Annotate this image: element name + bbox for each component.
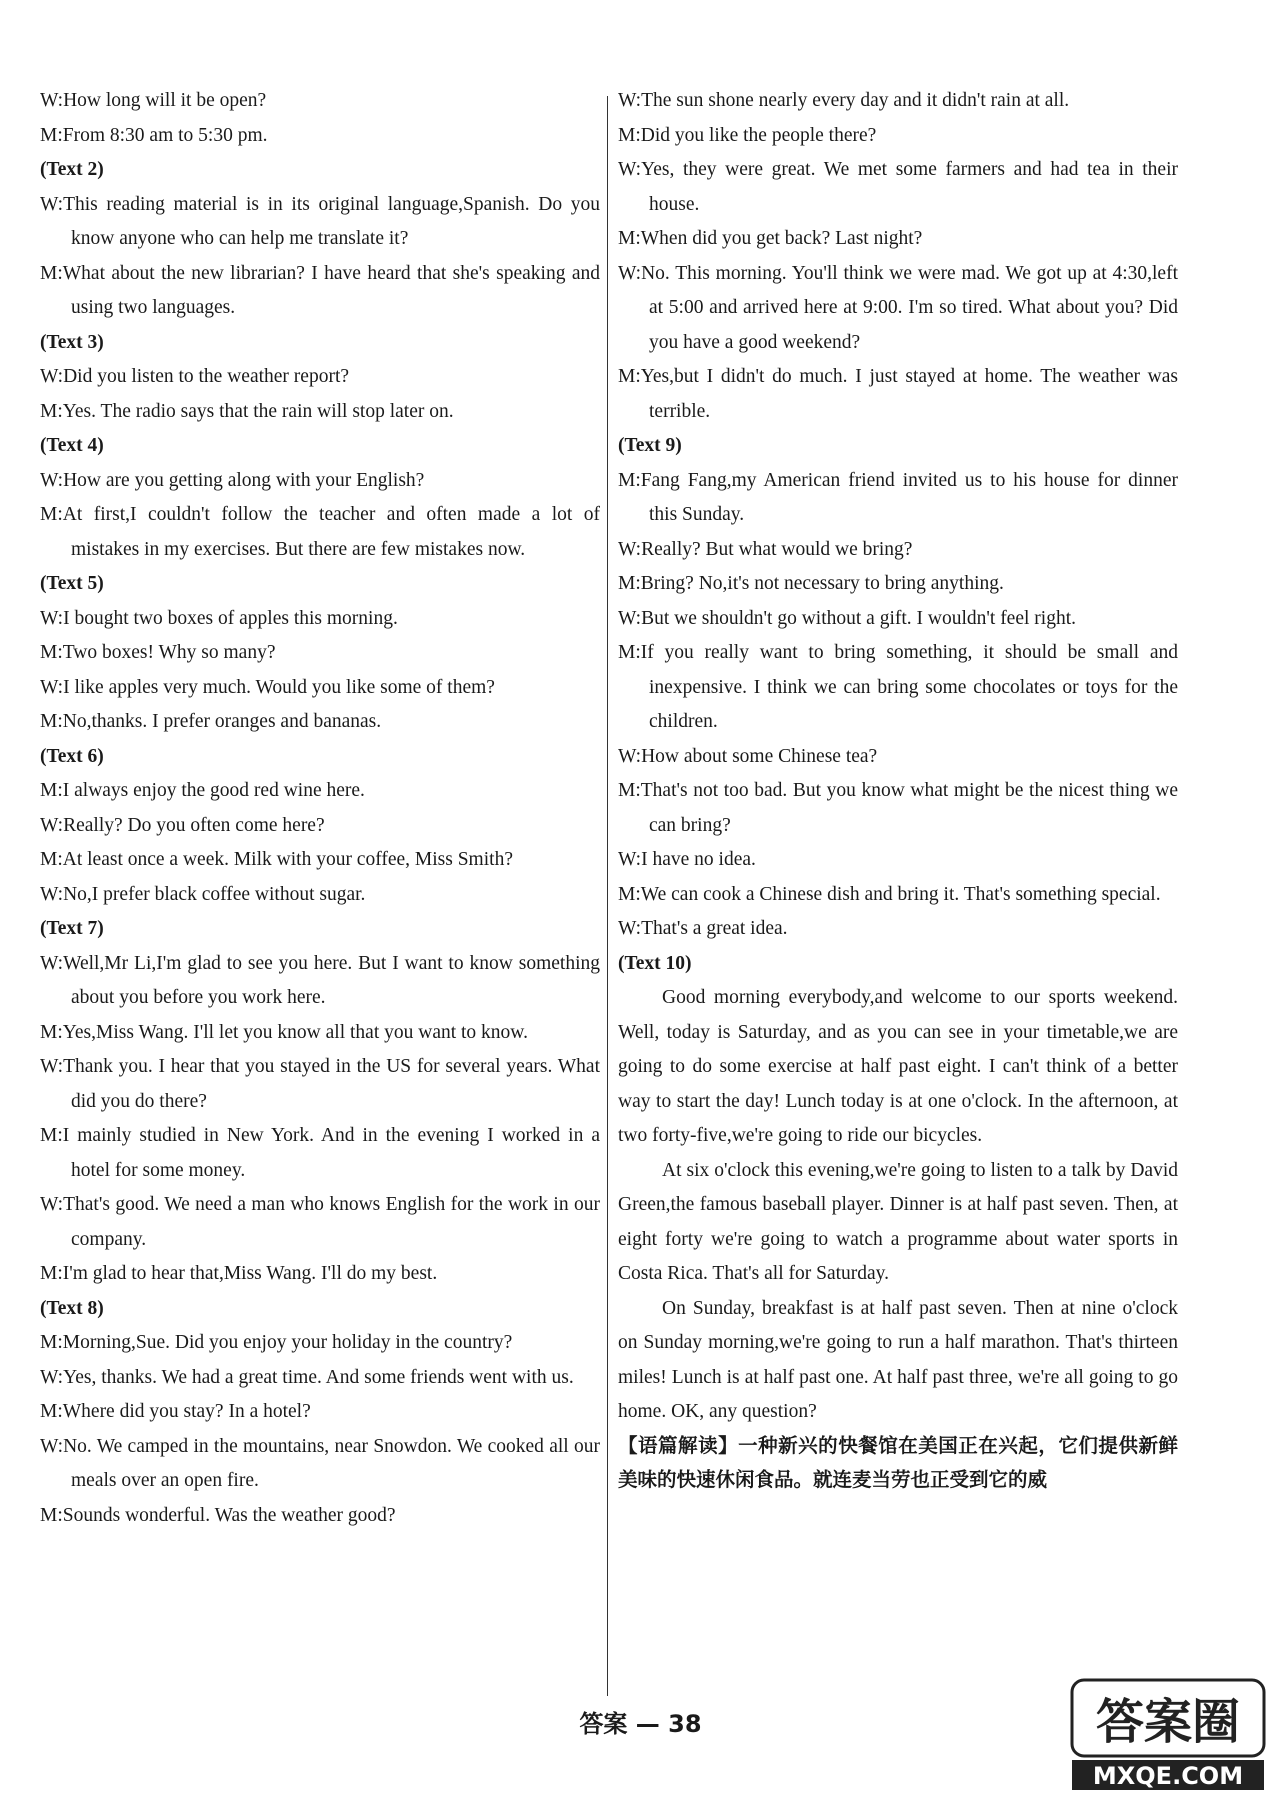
dialogue-line: M:Morning,Sue. Did you enjoy your holiday in the country? <box>40 1332 513 1353</box>
dialogue-line: M:Sounds wonderful. Was the weather good? <box>40 1504 396 1526</box>
dialogue-line: W:Well,Mr Li,I'm glad to see you here. But I want to know something about you before you work here. <box>40 952 600 1008</box>
left-column <box>40 84 600 1533</box>
watermark-text: 答案圈 <box>1095 1694 1241 1750</box>
dialogue-line: M:At first,I couldn't follow the teacher and often made a lot of mistakes in my exercises. But there are few mistakes now. <box>40 504 600 560</box>
dialogue-line: M:I always enjoy the good red wine here. <box>40 780 365 801</box>
dialogue-line: W:I like apples very much. Would you like some of them? <box>40 676 495 698</box>
dialogue-line: W:I bought two boxes of apples this morning. <box>40 607 398 629</box>
dialogue-line: M:I mainly studied in New York. And in the evening I worked in a hotel for some money. <box>40 1125 600 1181</box>
dialogue-line: W:How long will it be open? <box>40 90 267 111</box>
dialogue-line: M:Two boxes! Why so many? <box>40 642 276 663</box>
dialogue-line: M:When did you get back? Last night? <box>618 228 923 249</box>
section-heading: (Text 7) <box>40 918 104 939</box>
dialogue-line: W:Yes, they were great. We met some farmers and had tea in their house. <box>618 159 1178 215</box>
dialogue-line: M:What about the new librarian? I have heard that she's speaking and using two languages. <box>40 262 600 318</box>
dialogue-line: M:Yes. The radio says that the rain will stop later on. <box>40 400 454 422</box>
dialogue-line: W:No. This morning. You'll think we were mad. We got up at 4:30,left at 5:00 and arrived here at 9:00. I'm so tired. What about you? Did you have a good weekend? <box>618 262 1178 353</box>
section-heading: (Text 10) <box>618 952 692 974</box>
dialogue-line: M:If you really want to bring something, it should be small and inexpensive. I think we can bring some chocolates or toys for the children. <box>618 642 1178 732</box>
note-label: 【语篇解读】 <box>618 1435 739 1457</box>
dialogue-line: M:I'm glad to hear that,Miss Wang. I'll do my best. <box>40 1263 438 1284</box>
dialogue-line: W:No,I prefer black coffee without sugar. <box>40 883 366 905</box>
dialogue-line: M:Did you like the people there? <box>618 124 877 146</box>
dialogue-line: W:How are you getting along with your English? <box>40 469 425 491</box>
dialogue-line: W:That's good. We need a man who knows English for the work in our company. <box>40 1194 600 1250</box>
dialogue-line: M:We can cook a Chinese dish and bring it. That's something special. <box>618 883 1161 905</box>
dialogue-line: W:Did you listen to the weather report? <box>40 366 350 387</box>
dialogue-line: W:But we shouldn't go without a gift. I wouldn't feel right. <box>618 607 1076 629</box>
dialogue-line: M:That's not too bad. But you know what might be the nicest thing we can bring? <box>618 780 1178 836</box>
section-heading: (Text 5) <box>40 573 104 594</box>
section-heading: (Text 4) <box>40 435 104 456</box>
dialogue-line: M:From 8:30 am to 5:30 pm. <box>40 124 268 146</box>
dialogue-line: W:Really? Do you often come here? <box>40 814 325 836</box>
right-column <box>618 84 1178 1499</box>
monologue-paragraph: On Sunday, breakfast is at half past seven. Then at nine o'clock on Sunday morning,we're going to run a half marathon. That's thirteen miles! Lunch is at half past one. At half past three, we're all going to go home. OK, any question? <box>618 1297 1178 1422</box>
dialogue-line: M:At least once a week. Milk with your coffee, Miss Smith? <box>40 849 513 870</box>
section-heading: (Text 3) <box>40 331 104 353</box>
section-heading: (Text 6) <box>40 745 104 767</box>
dialogue-line: M:Bring? No,it's not necessary to bring anything. <box>618 573 1004 594</box>
dialogue-line: M:Where did you stay? In a hotel? <box>40 1401 311 1422</box>
dialogue-line: W:I have no idea. <box>618 849 756 870</box>
dialogue-line: W:Really? But what would we bring? <box>618 538 913 560</box>
dialogue-line: W:The sun shone nearly every day and it didn't rain at all. <box>618 90 1070 111</box>
section-heading: (Text 8) <box>40 1297 104 1319</box>
column-divider <box>607 96 608 1696</box>
watermark-url: MXQE.COM <box>1092 1762 1244 1790</box>
dialogue-line: M:Fang Fang,my American friend invited us to his house for dinner this Sunday. <box>618 469 1178 525</box>
watermark-logo <box>1070 1676 1266 1792</box>
monologue-paragraph: Good morning everybody,and welcome to our sports weekend. Well, today is Saturday, and as you can see in your timetable,we are going to do some exercise at half past eight. I can't think of a better way to start the day! Lunch today is at one o'clock. In the afternoon, at two forty-five,we're going to ride our bicycles. <box>618 987 1178 1146</box>
dialogue-line: W:That's a great idea. <box>618 918 788 939</box>
page-footer: 答案 — 38 <box>579 1710 702 1738</box>
dialogue-line: M:Yes,Miss Wang. I'll let you know all that you want to know. <box>40 1021 528 1043</box>
section-heading: (Text 9) <box>618 435 682 456</box>
monologue-paragraph: At six o'clock this evening,we're going to listen to a talk by David Green,the famous baseball player. Dinner is at half past seven. Then, at eight forty we're going to watch a programme about water sports in Costa Rica. That's all for Saturday. <box>618 1159 1178 1284</box>
note-text: 一种新兴的快餐馆在美国正在兴起，它们提供新鲜美味的快速休闲食品。就连麦当劳也正受到它的威 <box>618 1435 1178 1491</box>
dialogue-line: W:Yes, thanks. We had a great time. And some friends went with us. <box>40 1366 574 1388</box>
dialogue-line: W:No. We camped in the mountains, near Snowdon. We cooked all our meals over an open fire. <box>40 1435 600 1491</box>
right-column-content <box>618 84 1178 1430</box>
dialogue-line: W:This reading material is in its original language,Spanish. Do you know anyone who can help me translate it? <box>40 193 600 249</box>
dialogue-line: W:Thank you. I hear that you stayed in the US for several years. What did you do there? <box>40 1056 600 1112</box>
dialogue-line: W:How about some Chinese tea? <box>618 745 878 767</box>
dialogue-line: M:Yes,but I didn't do much. I just stayed at home. The weather was terrible. <box>618 366 1178 422</box>
dialogue-line: M:No,thanks. I prefer oranges and bananas. <box>40 711 382 732</box>
passage-note <box>618 1430 1178 1499</box>
section-heading: (Text 2) <box>40 159 104 180</box>
